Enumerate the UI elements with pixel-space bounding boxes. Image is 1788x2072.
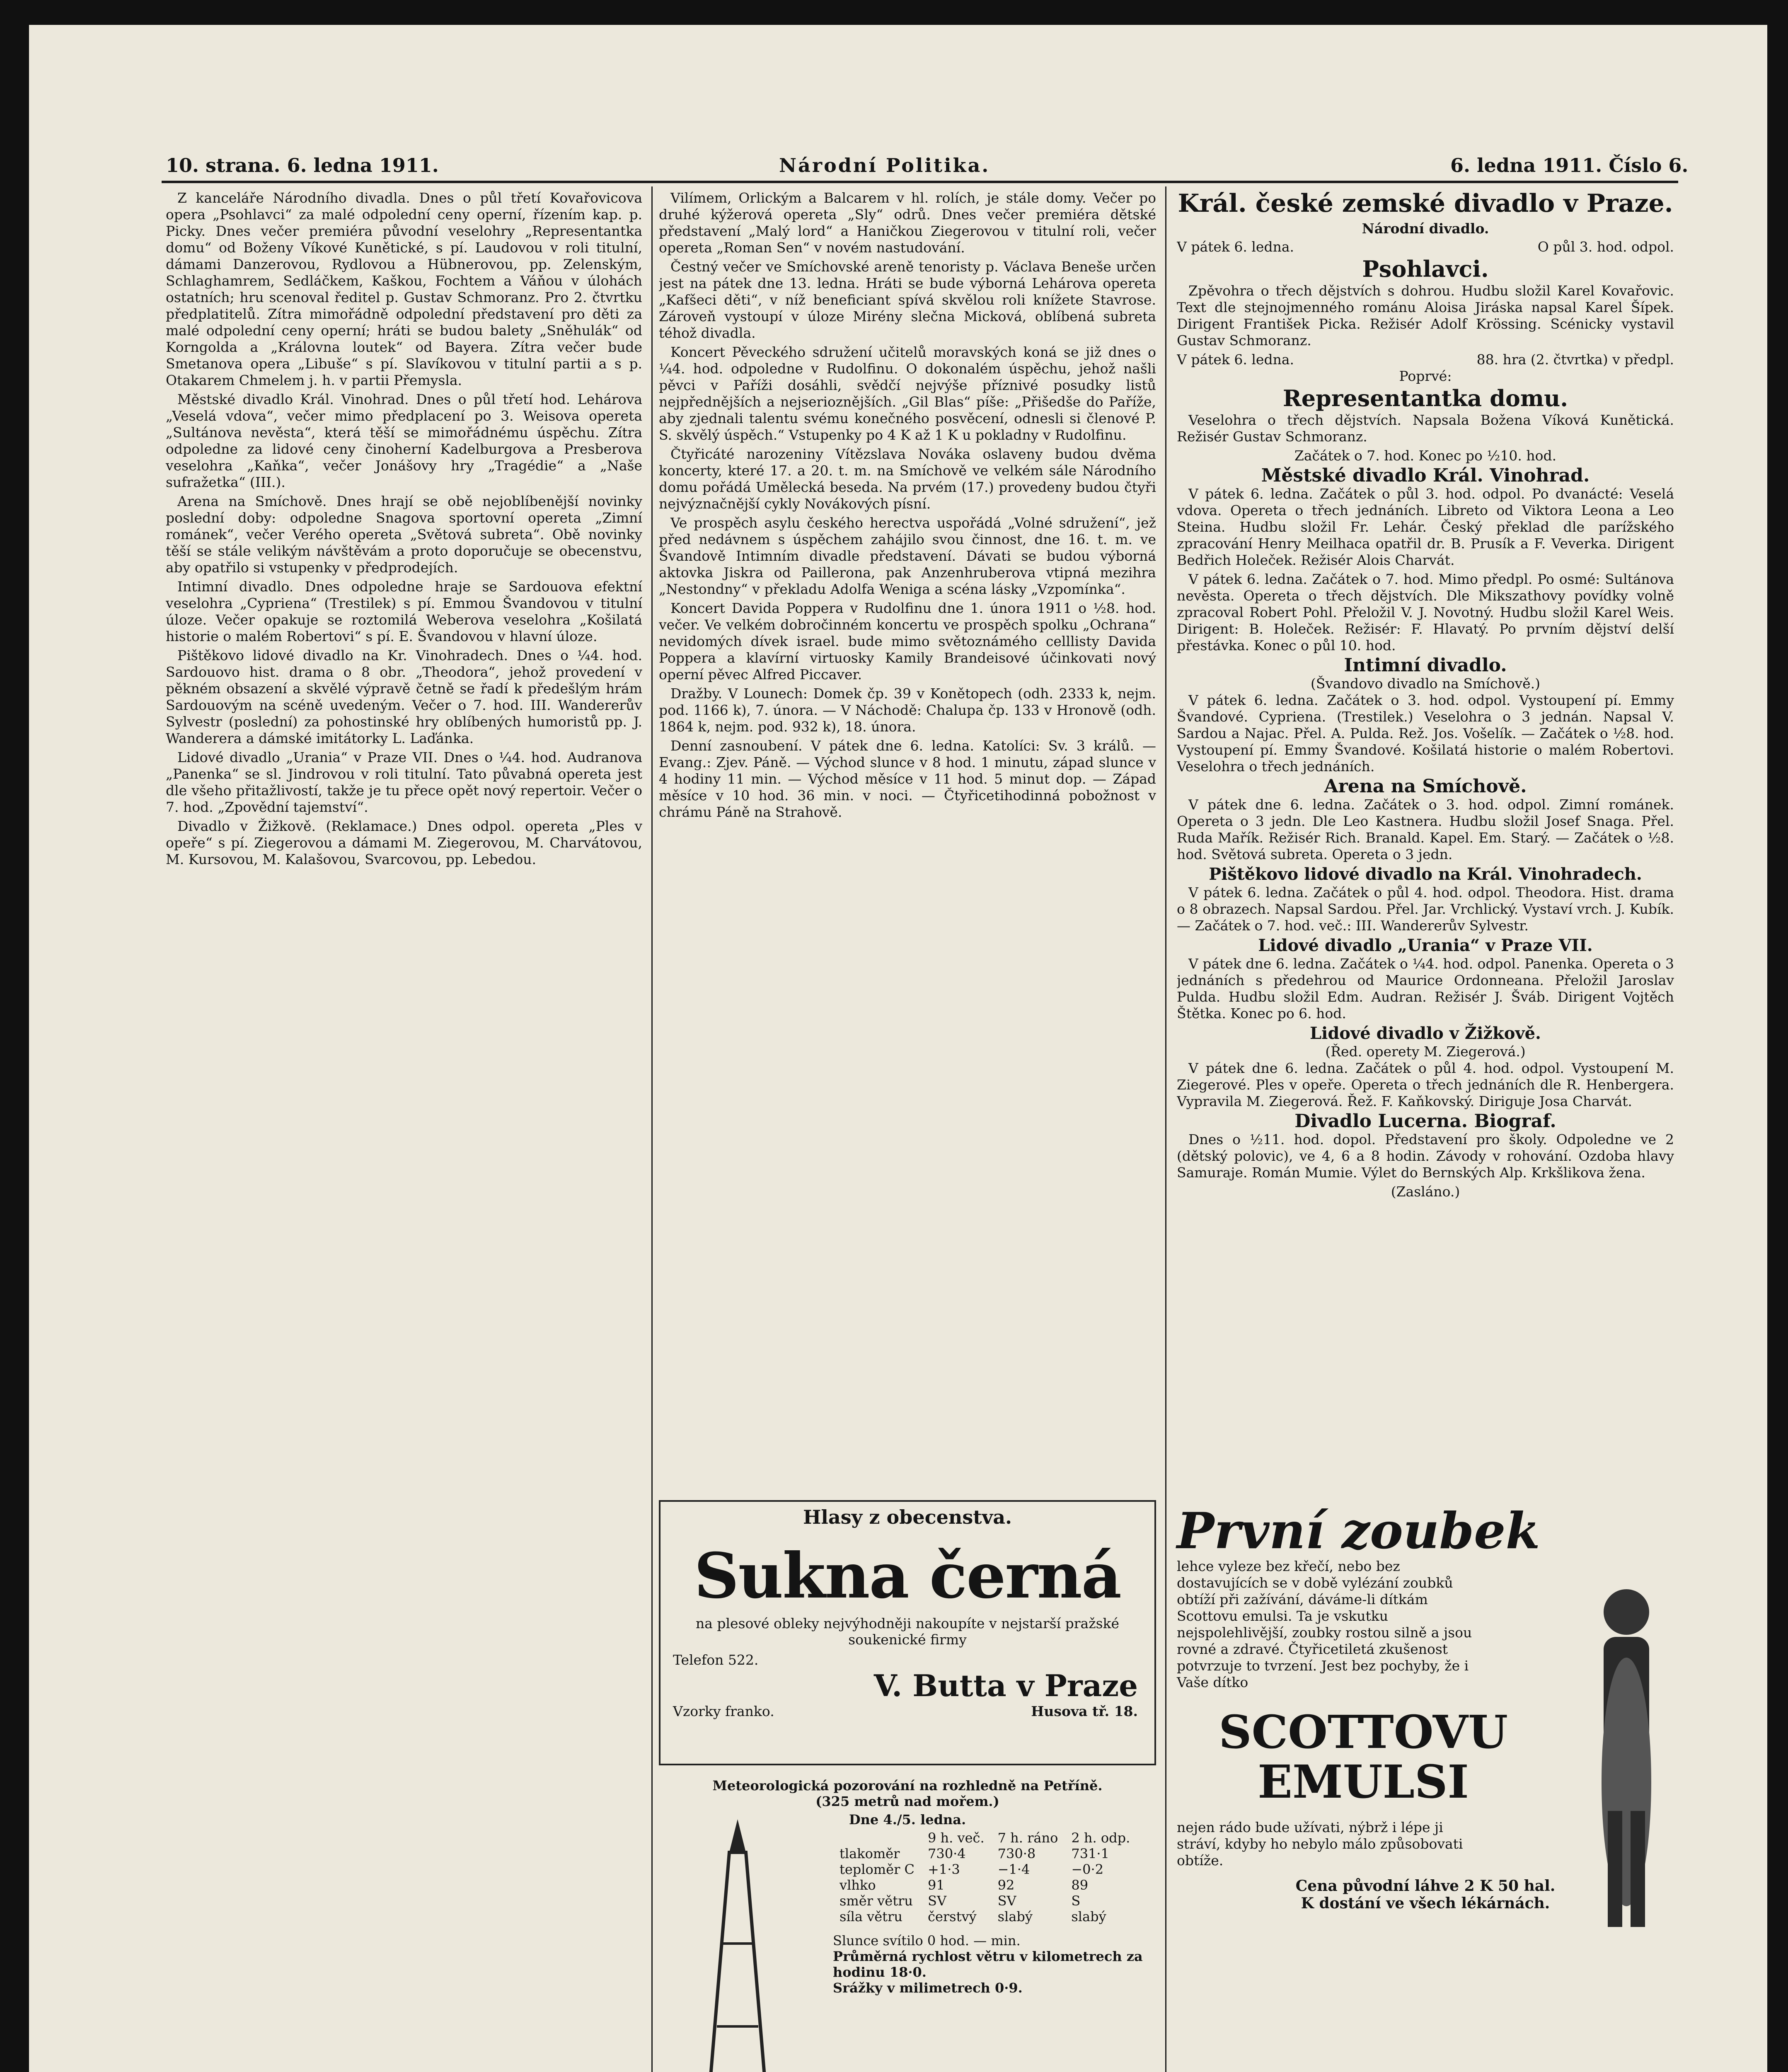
advert-address: Husova tř. 18. [1031, 1703, 1138, 1719]
table-row: síla větru čerstvý slabý slabý [840, 1909, 1106, 1924]
weather-col-header: 2 h. odp. [1071, 1830, 1130, 1846]
weather-wind: Průměrná rychlost větru v kilometrech za hodinu 18·0. [833, 1949, 1143, 1980]
advert-brand: EMULSI [1258, 1755, 1469, 1808]
weather-col-header: 9 h. več. [928, 1830, 985, 1846]
listing-text: V pátek dne 6. ledna. Začátek o ¼4. hod. odpol. Panenka. Opereta o 3 jednáních s předehrou od Maurice Ordonneana. Přeložil Jaroslav Pulda. Hudbu složil Edm. Audran. Režisér J. Šváb. Dirigent Vojtěch Štětka. Konec po 6. hod. [1177, 956, 1674, 1021]
column-1 [166, 190, 642, 870]
listing-date: V pátek 6. ledna. [1177, 239, 1294, 255]
advert-text: nejen rádo bude užívati, nýbrž i lépe ji stráví, kdyby ho nebylo málo způsobovati obtíže. [1177, 1819, 1463, 1869]
page-folio-left: 10. strana. 6. ledna 1911. [166, 154, 439, 177]
article-paragraph: Čtyřicáté narozeniny Vítězslava Nováka oslaveny budou dvěma koncerty, které 17. a 20. t. m. na Smíchově ve velkém sále Národního domu pořádá Umělecká beseda. Na prvém (17.) provedeny budou čtyři nejvýznačnější cykly Novákových písní. [659, 446, 1156, 512]
weather-rain: Srážky v milimetrech 0·9. [833, 1980, 1023, 1996]
listing-heading: Intimní divadlo. [1344, 655, 1507, 676]
fisherman-illustration [1579, 1575, 1674, 1948]
listing-subscription: 88. hra (2. čtvrtka) v předpl. [1476, 351, 1674, 368]
listing-heading: Divadlo Lucerna. Biograf. [1294, 1111, 1556, 1132]
article-paragraph: Ve prospěch asylu českého herectva uspořádá „Volné sdružení“, jež před nedávnem s úspěchem zahájilo svou činnost, dne 16. t. m. ve Švandově Intimním divadle představení. Dávati se budou výborná aktovka Jiskra od Pailleronа, pak Anzenhruberova vtipná mezihra „Nestondny“ v překladu Adolfa Weniga a scéna lásky „Vzpomínka“. [659, 515, 1156, 597]
table-row: směr větru SV SV S [840, 1893, 1081, 1909]
listing-heading: Městské divadlo Král. Vinohrad. [1261, 465, 1590, 486]
petrin-tower-illustration [684, 1819, 791, 2072]
listing-text: V pátek dne 6. ledna. Začátek o 3. hod. odpol. Zimní románek. Opereta o 3 jedn. Dle Leo Kastnera. Hudbu složil Josef Snaga. Přel. Ruda Mařík. Režisér Rich. Branald. Kapel. Em. Starý. — Začátek o ½8. hod. Světová subreta. Opereta o 3 jedn. [1177, 796, 1674, 862]
listing-text: V pátek 6. ledna. Začátek o 3. hod. odpol. Vystoupení pí. Emmy Švandové. Cypriena. (Trestilek.) Veselohra o 3 jednán. Napsal V. Sardou a Najac. Přel. A. Pulda. Rež. Jos. Vošelík. — Začátek o ½8. hod. Vystoupení pí. Emmy Švandové. Košilatá historie o malém Robertovi. Veselohra o třech jednáních. [1177, 692, 1674, 775]
article-paragraph: Lidové divadlo „Urania“ v Praze VII. Dnes o ¼4. hod. Audranova „Panenka“ se sl. Jindrovou v roli titulní. Tato půvabná opereta jest dle všeho přitažlivostí, takže je tu přece opět nový repertoir. Večer o 7. hod. „Zpovědní tajemství“. [166, 749, 642, 815]
listing-text: Zpěvohra o třech dějstvích s dohrou. Hudbu složil Karel Kovařovic. Text dle stejnojmenného románu Aloisa Jiráska napsal Karel Šípek. Dirigent František Picka. Režisér Adolf Krössing. Scénicky vystavil Gustav Schmoranz. [1177, 283, 1674, 349]
listing-times: Začátek o 7. hod. Konec po ½10. hod. [1294, 448, 1557, 464]
advert-price: Cena původní láhve 2 K 50 hal. [1295, 1877, 1556, 1895]
listing-text: Dnes o ½11. hod. dopol. Představení pro školy. Odpoledne ve 2 (dětský polovic), ve 4, 6 a 8 hodin. Závody v rohování. Ozdoba hlavy Samuraje. Román Mumie. Výlet do Bernských Alp. Krkšlikova žena. [1177, 1131, 1674, 1181]
listing-text: V pátek dne 6. ledna. Začátek o půl 4. hod. odpol. Vystoupení M. Ziegerové. Ples v opeře. Opereta o třech jednáních dle R. Henbergera. Vypravila M. Ziegerová. Řež. F. Kaňkovský. Diriguje Josa Charvát. [1177, 1060, 1674, 1109]
table-row: teploměr C +1·3 −1·4 −0·2 [840, 1861, 1104, 1877]
listing-text: V pátek 6. ledna. Začátek o 7. hod. Mimo předpl. Po osmé: Sultánova nevěsta. Opereta o třech dějstvích. Dle Mikszathovy povídky volně zpracoval Robert Pohl. Přeložil V. J. Novotný. Hudbu složil Karel Weis. Dirigent: B. Holeček. Režisér: F. Hlavatý. Po prvním dějství delší přestávka. Konec o půl 10. hod. [1177, 571, 1674, 654]
header-rule [162, 181, 1678, 183]
article-paragraph: Divadlo v Žižkově. (Reklamace.) Dnes odpol. opereta „Ples v opeře“ s pí. Ziegerovou a dámami M. Ziegerovou, M. Charvátovou, M. Kursovou, M. Kalašovou, Svarcovou, pp. Lebedou. [166, 818, 642, 867]
advert-samples: Vzorky franko. [673, 1703, 774, 1719]
article-paragraph: Denní zasnoubení. V pátek dne 6. ledna. Katolíci: Sv. 3 králů. — Evang.: Zjev. Páně. — Východ slunce v 8 hod. 1 minutu, západ slunce v 4 hodiny 11 min. — Východ měsíce v 11 hod. 5 minut dop. — Západ měsíce v 10 hod. 36 min. v noci. — Čtyřicetihodinná pobožnost v chrámu Páně na Strahově. [659, 738, 1156, 820]
advert-title: První zoubek [1177, 1502, 1540, 1560]
listing-subheading: (Řed. operety M. Ziegerová.) [1325, 1043, 1526, 1060]
listing-text: V pátek 6. ledna. Začátek o půl 3. hod. odpol. Po dvanácté: Veselá vdova. Opereta o třech jednáních. Libreto od Viktora Leona a Leo Steina. Hudbu složil Fr. Lehár. Český překlad dle parížského zpracování Henry Meilhaca opatřil dr. B. Prusík a F. Veverka. Dirigent Bedřich Holeček. Režisér Alois Charvát. [1177, 486, 1674, 568]
listing-text: Veselohra o třech dějstvích. Napsala Božena Víková Kunětická. Režisér Gustav Schmoranz. [1177, 412, 1674, 445]
listing-heading: Arena na Smíchově. [1324, 776, 1527, 797]
advert-text: na plesové obleky nejvýhodněji nakoupíte v nejstarší pražské soukenické firmy [695, 1615, 1120, 1648]
listing-time: O půl 3. hod. odpol. [1537, 239, 1674, 255]
article-paragraph: Z kanceláře Národního divadla. Dnes o půl třetí Kovařovicova opera „Psohlavci“ za malé odpolední ceny operní, řízením kap. p. Picky. Dnes večer premiéra původní veselohry „Representantka domu“ od Boženy Víkové Kunětické, s pí. Laudovou v roli titulní, dámami Danzerovou, Rydlovou a Hübnerovou, pp. Zelenským, Schlaghamrem, Sedláčkem, Kaškou, Fochtem a Váňou v úlohách ostatních; hru scenoval ředitel p. Gustav Schmoranz. Pro 2. čtvrtku předplatitelů. Zítra mimořádně odpolední představení pro děti za malé odpolední ceny operní; hráti se budou balety „Sněhulák“ od Korngolda a „Královna loutek“ od Bayera. Zítra večer bude Smetanova opera „Libuše“ s pí. Slavíkovou v titulní partii a s p. Otakarem Chmelem j. h. v partii Přemysla. [166, 190, 642, 388]
article-paragraph: Pištěkovo lidové divadlo na Kr. Vinohradech. Dnes o ¼4. hod. Sardouovo hist. drama o 8 obr. „Theodora“, jehož provedení v pěkném obsazení a skvělé výpravě četně se řadí k předešlým hrám Sardouovým na scéně uvedeným. Večer o 7. hod. III. Wandererův Sylvestr (poslední) za pohostinské hry oblíbených humoristů pp. J. Wanderera a dámské imitátorky L. Laďánka. [166, 647, 642, 746]
advert-firm: V. Butta v Praze [873, 1668, 1138, 1703]
advert-text: lehce vyleze bez křečí, nebo bez dostavujících se v době vylézání zoubků obtíží při zažívání, dáváme-li dítkám Scottovu emulsi. Ta je vskutku nejspolehlivější, zoubky rostou silně a jsou rovné a zdravé. Čtyřicetiletá zkušenost potvrzuje to tvrzení. Jest bez pochyby, že i Vaše dítko [1177, 1558, 1472, 1690]
advert-brand: SCOTTOVU [1219, 1705, 1508, 1759]
listing-play-title: Psohlavci. [1362, 256, 1489, 282]
page-folio-right: 6. ledna 1911. Číslo 6. [1450, 154, 1689, 177]
table-row: vlhko 91 92 89 [840, 1877, 1089, 1893]
listing-heading: Král. české zemské divadlo v Praze. [1178, 190, 1673, 218]
zaslano-label: (Zasláno.) [1391, 1184, 1460, 1200]
article-paragraph: Intimní divadlo. Dnes odpoledne hraje se Sardouova efektní veselohra „Cypriena“ (Trestilek) s pí. Emmou Švandovou v titulní úloze. Večer opakuje se roztomilá Weberova veselohra „Košilatá historie o malém Robertovi“ s pí. E. Švandovou v hlavní úloze. [166, 579, 642, 644]
weather-sun: Slunce svítilo 0 hod. — min. [833, 1933, 1021, 1949]
weather-date: Dne 4./5. ledna. [849, 1812, 966, 1828]
column-rule [1165, 186, 1166, 2072]
article-paragraph: Arena na Smíchově. Dnes hrají se obě nejoblíbenější novinky poslední doby: odpoledne Snagova sportovní opereta „Zimní románek“, večer Verého opereta „Světová subreta“. Obě novinky těší se stále velikým návštěvám a proto doporučuje se obecenstvu, aby opatřilo si vstupenky v předprodejích. [166, 493, 642, 576]
advert-header: Hlasy z obecenstva. [803, 1506, 1012, 1528]
weather-table [833, 1830, 1137, 1924]
listing-premiere: Poprvé: [1399, 368, 1452, 384]
article-paragraph: Městské divadlo Král. Vinohrad. Dnes o půl třetí hod. Lehárova „Veselá vdova“, večer mimo předplacení po 3. Weisova opereta „Sultánova nevěsta“, která těší se mimořádnému úspěchu. Zítra odpoledne za lidové ceny činoherní Kadelburgova a Presberova veselohra „Kaňka“, večer Jonášovy hry „Tragédie“ a „Naše sufražetka“ (III.). [166, 391, 642, 490]
column-2 [659, 190, 1156, 1483]
advert-title: Sukna černá [694, 1539, 1121, 1612]
column-rule [651, 186, 653, 2072]
listing-subheading: (Švandovo divadlo na Smíchově.) [1310, 675, 1541, 692]
listing-text: V pátek 6. ledna. Začátek o půl 4. hod. odpol. Theodora. Hist. drama o 8 obrazech. Napsal Sardou. Přel. Jar. Vrchlický. Vystaví vrch. J. Kubík. — Začátek o 7. hod. več.: III. Wandererův Sylvestr. [1177, 884, 1674, 934]
table-row: tlakoměr 730·4 730·8 731·1 [840, 1846, 1109, 1861]
listing-heading: Lidové divadlo „Urania“ v Praze VII. [1258, 936, 1593, 955]
weather-title: Meteorologická pozorování na rozhledně na Petříně. [712, 1778, 1103, 1794]
article-paragraph: Vilímem, Orlickým a Balcarem v hl. rolích, je stále domy. Večer po druhé kýžerová opereta „Sly“ odrů. Dnes večer premiéra dětské představení „Malý lord“ a Haničkou Ziegerovou v titulní roli, večer opereta „Roman Sen“ v novém nastudování. [659, 190, 1156, 256]
listing-heading: Lidové divadlo v Žižkově. [1310, 1024, 1541, 1043]
listing-heading: Pištěkovo lidové divadlo na Král. Vinohradech. [1209, 864, 1642, 884]
listing-subheading: Národní divadlo. [1362, 220, 1489, 237]
advert-sukna-cerna [659, 1500, 1156, 1765]
weather-subtitle: (325 metrů nad mořem.) [815, 1794, 999, 1809]
listing-date: V pátek 6. ledna. [1177, 351, 1294, 368]
advert-availability: K dostání ve všech lékárnách. [1301, 1895, 1550, 1912]
article-paragraph: Dražby. V Lounech: Domek čp. 39 v Konětopech (odh. 2333 k, nejm. pod. 1166 k), 7. února. — V Náchodě: Chalupa čp. 133 v Hronově (odh. 1864 k, nejm. pod. 932 k), 18. února. [659, 685, 1156, 735]
article-paragraph: Koncert Davida Poppera v Rudolfinu dne 1. února 1911 o ½8. hod. večer. Ve velkém dobročinném koncertu ve prospěch spolku „Ochrana“ nevidomých dívek israel. bude mimo světoznámého celllisty Davida Poppera a klavírní virtuosky Kamily Brandeisové účinkovati nový operní pěvec Alfred Piccaver. [659, 600, 1156, 683]
column-3-theatre-listings [1177, 190, 1674, 1491]
article-paragraph: Čestný večer ve Smíchovské areně tenoristy p. Václava Beneše určen jest na pátek dne 13. ledna. Hráti se bude výborná Lehárova opereta „Kafšeci děti“, v níž beneficiant spívá skvělou roli knížete Stavrose. Zároveň vystoupí v úloze Mirény slečna Micková, oblíbená subreta téhož divadla. [659, 259, 1156, 341]
advert-phone: Telefon 522. [673, 1652, 759, 1668]
masthead: Národní Politika. [779, 154, 990, 177]
listing-play-title: Representantka domu. [1282, 385, 1568, 411]
article-paragraph: Koncert Pěveckého sdružení učitelů moravských koná se již dnes o ¼4. hod. odpoledne v Rudolfinu. O dokonalém úspěchu, jehož našli pěvci v Paříži dosáhli, svědčí nejvýše příznivé posudky listů nejpřednějších a nejserioznějších. „Gil Blas“ píše: „Přišedše do Paříže, aby zjednali talentu svému konečného posvěcení, odnesli si členové P. S. skvělý úspěch.“ Vstupenky po 4 K až 1 K u pokladny v Rudolfinu. [659, 344, 1156, 443]
weather-col-header: 7 h. ráno [997, 1830, 1058, 1846]
